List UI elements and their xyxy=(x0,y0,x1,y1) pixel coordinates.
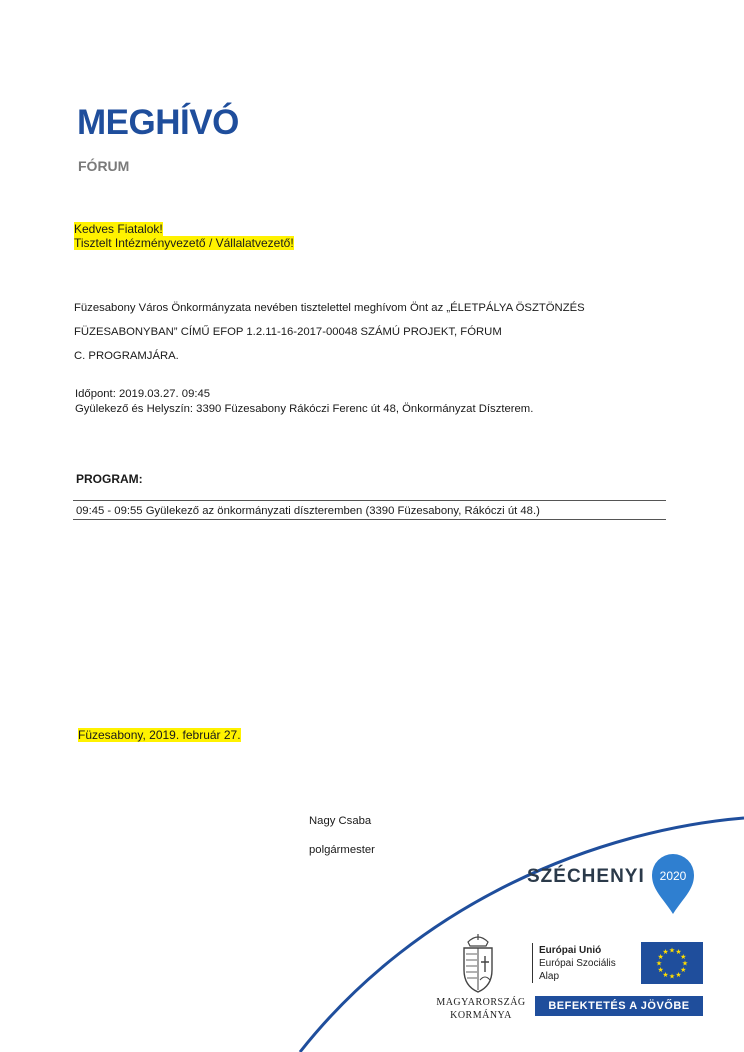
eu-line-1: Európai Unió xyxy=(539,945,602,956)
program-row: 09:45 - 09:55 Gyülekező az önkormányzati díszteremben (3390 Füzesabony, Rákóczi út 48.) xyxy=(76,505,540,517)
program-heading: PROGRAM: xyxy=(76,472,143,486)
eu-star-icon: ★ xyxy=(662,971,669,979)
szechenyi-pin-icon xyxy=(649,850,697,916)
government-line-1: MAGYARORSZÁG xyxy=(436,997,526,1008)
government-line-2: KORMÁNYA xyxy=(450,1010,512,1021)
government-name xyxy=(432,996,530,1022)
eu-star-icon: ★ xyxy=(681,960,689,968)
eu-flag-icon xyxy=(641,942,703,984)
invest-banner: BEFEKTETÉS A JÖVŐBE xyxy=(535,996,703,1016)
eu-star-icon: ★ xyxy=(655,960,663,968)
document-subtitle: FÓRUM xyxy=(78,158,130,174)
eu-star-icon: ★ xyxy=(668,947,676,955)
document-title: MEGHÍVÓ xyxy=(77,103,239,142)
eu-star-icon: ★ xyxy=(675,971,682,979)
greeting-line-1: Kedves Fiatalok! xyxy=(74,222,163,236)
divider xyxy=(532,943,533,983)
eu-star-icon: ★ xyxy=(657,954,664,961)
intro-line-3: C. PROGRAMJÁRA. xyxy=(74,350,179,362)
greeting-line-2: Tisztelt Intézményvezető / Vállalatvezető! xyxy=(74,236,294,250)
szechenyi-year: 2020 xyxy=(659,869,687,883)
intro-line-1: Füzesabony Város Önkormányzata nevében tisztelettel meghívom Önt az „ÉLETPÁLYA ÖSZTÖNZÉS xyxy=(74,302,585,314)
eu-star-icon: ★ xyxy=(675,949,682,957)
eu-star-icon: ★ xyxy=(680,954,687,961)
eu-star-icon: ★ xyxy=(668,973,676,981)
eu-line-2: Európai Szociális xyxy=(539,958,616,969)
eu-line-3: Alap xyxy=(539,971,560,982)
signer-title: polgármester xyxy=(309,844,375,856)
eu-star-icon: ★ xyxy=(657,967,664,974)
place-date: Füzesabony, 2019. február 27. xyxy=(78,728,241,742)
eu-star-icon: ★ xyxy=(680,967,687,974)
szechenyi-label: SZÉCHENYI xyxy=(527,866,645,887)
eu-text xyxy=(539,944,616,983)
signer-name: Nagy Csaba xyxy=(309,815,372,827)
eu-star-icon: ★ xyxy=(662,949,669,957)
event-venue: Gyülekező és Helyszín: 3390 Füzesabony Rákóczi Ferenc út 48, Önkormányzat Díszterem. xyxy=(75,403,534,415)
event-time: Időpont: 2019.03.27. 09:45 xyxy=(75,388,211,400)
intro-line-2: FÜZESABONYBAN” CÍMŰ EFOP 1.2.11-16-2017-00048 SZÁMÚ PROJEKT, FÓRUM xyxy=(74,326,502,338)
hungary-coat-of-arms-icon xyxy=(455,932,501,994)
